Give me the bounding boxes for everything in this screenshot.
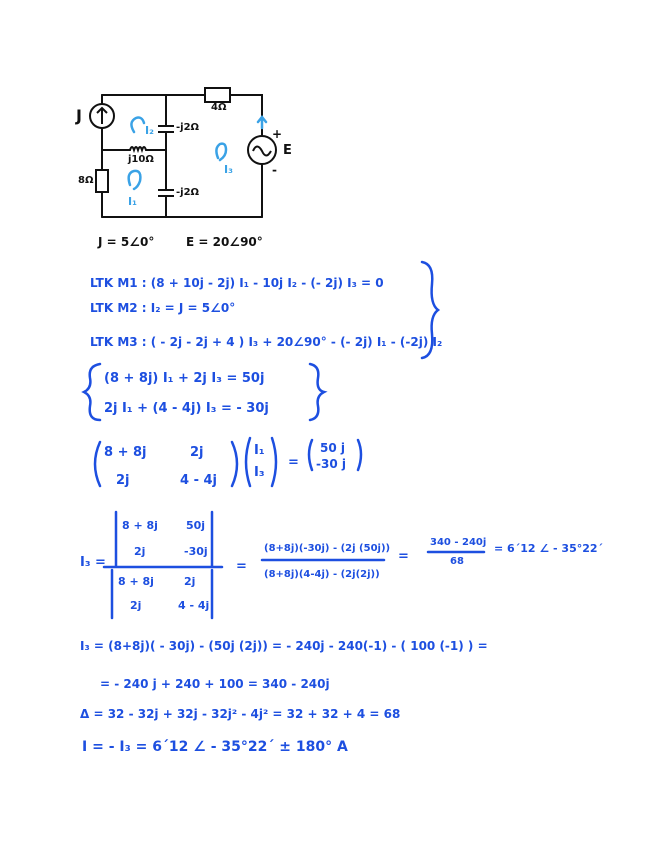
ltk-m2: LTK M2 : I₂ = J = 5∠0°: [90, 301, 236, 315]
num-a22: -30j: [184, 545, 208, 558]
given-j: J = 5∠0°: [98, 235, 155, 249]
ltk-m3: LTK M3 : ( - 2j - 2j + 4 ) I₃ + 20∠90° - (- 2j) I₁ - (-2j) I₂: [90, 335, 443, 349]
source-e-label: E: [283, 143, 292, 158]
r-top-label: 4Ω: [211, 102, 227, 113]
matrix-b2: -30 j: [316, 457, 346, 471]
den-a12: 2j: [184, 575, 196, 588]
ltk-m1: LTK M1 : (8 + 10j - 2j) I₁ - 10j I₂ - (- 2j) I₃ = 0: [90, 276, 384, 290]
frac2-den: (8+8j)(4-4j) - (2j(2j)): [264, 569, 380, 580]
step-line2: = - 240 j + 240 + 100 = 340 - 240j: [100, 677, 330, 691]
num-a11: 8 + 8j: [122, 519, 158, 532]
given-e: E = 20∠90°: [186, 235, 263, 249]
num-a12: 50j: [186, 519, 206, 532]
matrix-x1: I₁: [254, 443, 265, 458]
matrix-a12: 2j: [190, 445, 204, 460]
num-a21: 2j: [134, 545, 146, 558]
system-eq2: 2j I₁ + (4 - 4j) I₃ = - 30j: [104, 401, 269, 416]
plus-sign: +: [272, 127, 283, 141]
den-a21: 2j: [130, 599, 142, 612]
cap-bot-label: -j2Ω: [176, 187, 200, 198]
cap-top-label: -j2Ω: [176, 122, 200, 133]
r-left-label: 8Ω: [78, 175, 94, 186]
den-a22: 4 - 4j: [178, 599, 210, 612]
step-line4: I = - I₃ = 6´12 ∠ - 35°22´ ± 180° A: [82, 739, 348, 755]
cramer-label: I₃ =: [80, 555, 106, 570]
matrix-x2: I₃: [254, 465, 265, 480]
mesh1-label: I₁: [128, 195, 137, 208]
source-j-label: J: [76, 106, 82, 125]
cramer-eq2: =: [398, 549, 409, 564]
mesh3-label: I₃: [224, 163, 233, 176]
minus-sign: -: [272, 163, 277, 177]
frac2-num: (8+8j)(-30j) - (2j (50j)): [264, 543, 391, 554]
cramer-eq1: =: [236, 559, 247, 574]
matrix-a21: 2j: [116, 473, 130, 488]
matrix-b1: 50 j: [320, 441, 345, 455]
cramer-result: = 6´12 ∠ - 35°22´: [494, 542, 604, 555]
matrix-a22: 4 - 4j: [180, 473, 217, 488]
frac3-den: 68: [450, 556, 464, 567]
step-line3: Δ = 32 - 32j + 32j - 32j² - 4j² = 32 + 32 + 4 = 68: [80, 707, 401, 721]
step-line1: I₃ = (8+8j)( - 30j) - (50j (2j)) = - 240j - 240(-1) - ( 100 (-1) ) =: [80, 639, 488, 653]
matrix-equals: =: [288, 455, 299, 470]
system-eq1: (8 + 8j) I₁ + 2j I₃ = 50j: [104, 371, 265, 386]
frac3-num: 340 - 240j: [430, 537, 487, 548]
mesh2-label: I₂: [145, 124, 154, 137]
den-a11: 8 + 8j: [118, 575, 154, 588]
inductor-label: j10Ω: [128, 154, 154, 165]
matrix-a11: 8 + 8j: [104, 445, 147, 460]
